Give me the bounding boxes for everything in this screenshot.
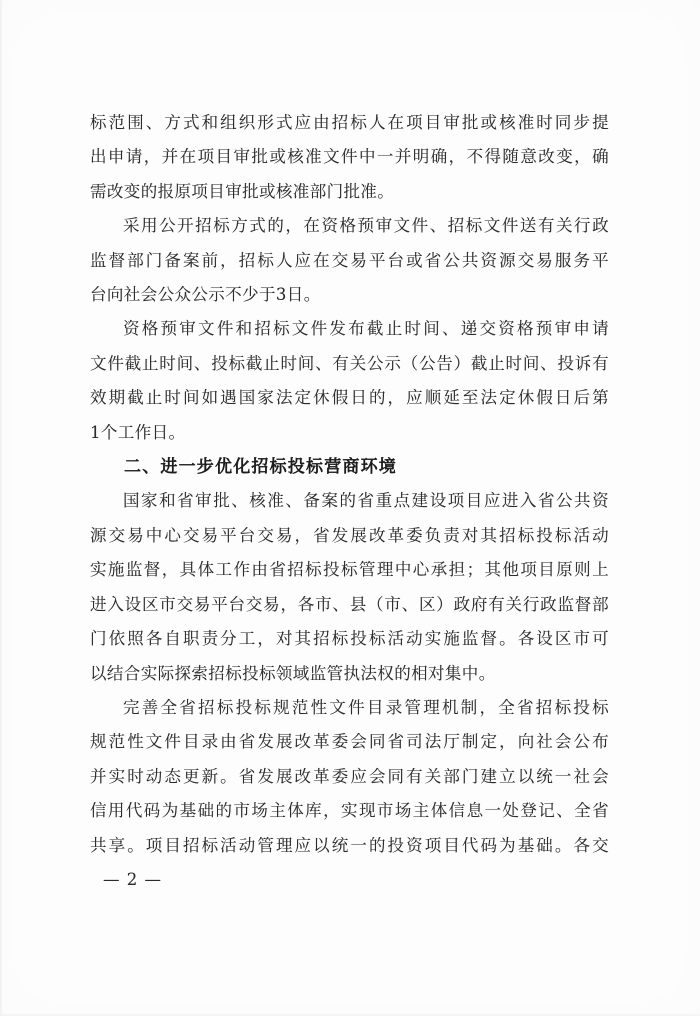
text-line: 出申请，并在项目审批或核准文件中一并明确，不得随意改变，确 [90, 147, 609, 167]
text-line: 进入设区市交易平台交易，各市、县（市、区）政府有关行政监督部 [90, 594, 609, 614]
text-line: 台向社会公众公示不少于3日。 [90, 285, 321, 305]
text-line: 并实时动态更新。省发展改革委应会同有关部门建立以统一社会 [90, 766, 609, 786]
section-heading: 二、进一步优化招标投标营商环境 [124, 457, 397, 477]
text-line: 实施监督，具体工作由省招标投标管理中心承担；其他项目原则上 [90, 560, 609, 580]
text-line: 国家和省审批、核准、备案的省重点建设项目应进入省公共资 [123, 491, 609, 511]
text-line: 规范性文件目录由省发展改革委会同省司法厅制定，向社会公布 [90, 732, 609, 752]
text-line: 资格预审文件和招标文件发布截止时间、递交资格预审申请 [123, 319, 609, 339]
paragraph [90, 691, 609, 863]
text-line: 以结合实际探索招标投标领域监管执法权的相对集中。 [90, 663, 496, 683]
paragraph [90, 484, 609, 690]
text-line: 门依照各自职责分工，对其招标投标活动实施监督。各设区市可 [90, 629, 609, 649]
text-line: 完善全省招标投标规范性文件目录管理机制，全省招标投标 [123, 697, 609, 717]
text-line: 采用公开招标方式的，在资格预审文件、招标文件送有关行政 [123, 216, 609, 236]
text-line: 需改变的报原项目审批或核准部门批准。 [90, 181, 395, 201]
paragraph [90, 312, 609, 450]
document-body [90, 106, 609, 897]
paragraph [90, 106, 609, 209]
text-line: 监督部门备案前，招标人应在交易平台或省公共资源交易服务平 [90, 250, 609, 270]
page-number: — 2 — [103, 869, 162, 889]
text-line: 标范围、方式和组织形式应由招标人在项目审批或核准时同步提 [90, 113, 609, 132]
text-line: 文件截止时间、投标截止时间、有关公示（公告）截止时间、投诉有 [90, 353, 609, 373]
text-line: 源交易中心交易平台交易，省发展改革委负责对其招标投标活动 [90, 525, 609, 545]
text-line: 共享。项目招标活动管理应以统一的投资项目代码为基础。各交 [90, 835, 609, 855]
paragraph [90, 209, 609, 312]
text-line: 信用代码为基础的市场主体库，实现市场主体信息一处登记、全省 [90, 801, 609, 821]
text-line: 效期截止时间如遇国家法定休假日的，应顺延至法定休假日后第 [90, 388, 609, 408]
text-line: 1个工作日。 [90, 422, 186, 442]
